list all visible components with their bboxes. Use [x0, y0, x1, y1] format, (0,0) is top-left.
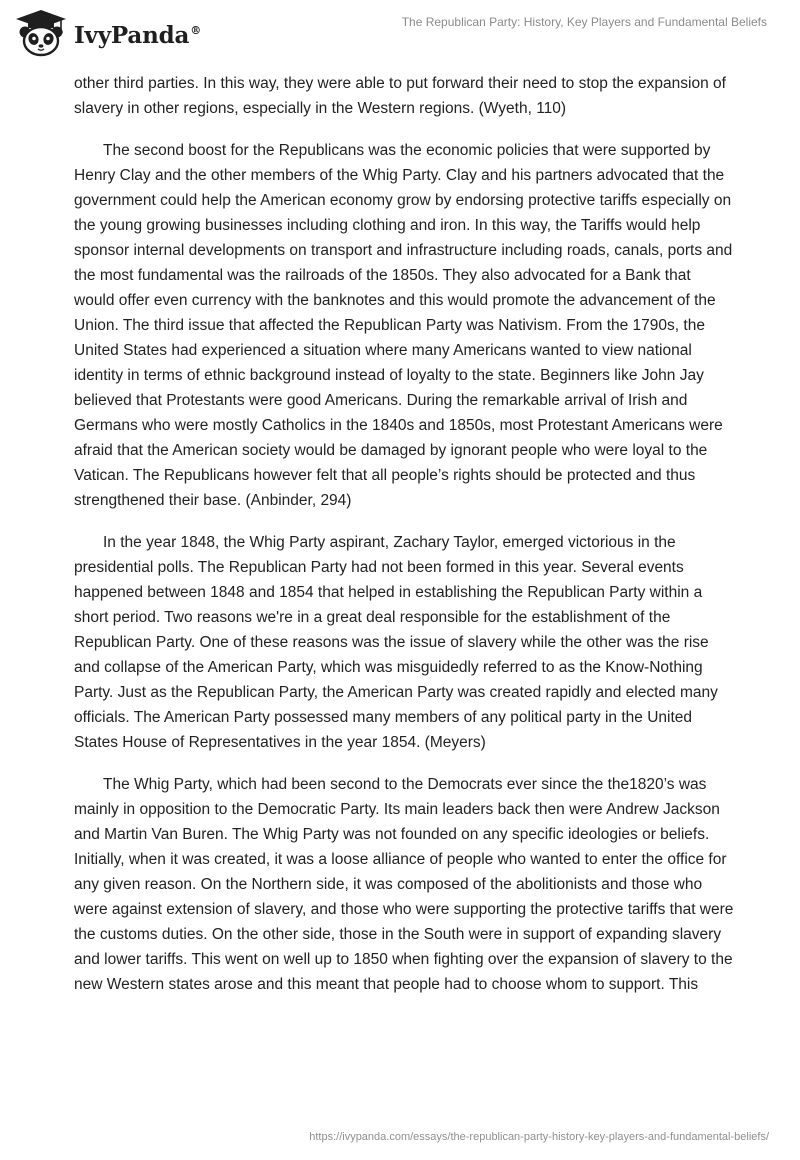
- panda-graduation-cap-icon: [14, 8, 68, 58]
- page-header: [0, 0, 800, 64]
- paragraph-2: The second boost for the Republicans was the economic policies that were supported by Henry Clay and the other members of the Whig Party. Clay and his partners advocated that the government could help the American economy grow by endorsing protective tariffs especially on the young growing businesses including clothing and iron. In this way, the Tariffs would help sponsor internal developments on transport and infrastructure including roads, canals, ports and the most fundamental was the railroads of the 1850s. They also advocated for a Bank that would offer even currency with the banknotes and this would promote the advancement of the Union. The third issue that affected the Republican Party was Nativism. From the 1790s, the United States had experienced a situation where many Americans wanted to view national identity in terms of ethnic background instead of loyalty to the state. Beginners like John Jay believed that Protestants were good Americans. During the remarkable arrival of Irish and Germans who were mostly Catholics in the 1840s and 1850s, most Protestant Americans were afraid that the American society would be damaged by ignorant people who were loyal to the Vatican. The Republicans however felt that all people’s rights should be protected and thus strengthened their base. (Anbinder, 294): [74, 142, 733, 509]
- document-title: The Republican Party: History, Key Players and Fundamental Beliefs: [401, 15, 767, 29]
- ivypanda-logo[interactable]: [14, 8, 201, 58]
- registered-mark: ®: [190, 23, 201, 37]
- essay-body: [74, 71, 734, 1014]
- paragraph-1: other third parties. In this way, they were able to put forward their need to stop the expansion of slavery in other regions, especially in the Western regions. (Wyeth, 110): [74, 75, 726, 117]
- logo-text: IvyPanda: [74, 21, 190, 49]
- paragraph-3: In the year 1848, the Whig Party aspirant, Zachary Taylor, emerged victorious in the presidential polls. The Republican Party had not been formed in this year. Several events happened between 1848 and 1854 that helped in establishing the Republican Party within a short period. Two reasons we're in a great deal responsible for the establishment of the Republican Party. One of these reasons was the issue of slavery while the other was the rise and collapse of the American Party, which was misguidedly referred to as the Know-Nothing Party. Just as the Republican Party, the American Party was created rapidly and elected many officials. The American Party possessed many members of any political party in the United States House of Representatives in the year 1854. (Meyers): [74, 534, 718, 751]
- logo-wordmark: [74, 22, 201, 49]
- paragraph-4: The Whig Party, which had been second to the Democrats ever since the the1820’s was mainly in opposition to the Democratic Party. Its main leaders back then were Andrew Jackson and Martin Van Buren. The Whig Party was not founded on any specific ideologies or beliefs. Initially, when it was created, it was a loose alliance of people who wanted to enter the office for any given reason. On the Northern side, it was composed of the abolitionists and those who were against extension of slavery, and those who were supporting the protective tariffs that were the customs duties. On the other side, those in the South were in support of expanding slavery and lower tariffs. This went on well up to 1850 when fighting over the expansion of slavery to the new Western states arose and this meant that people had to choose whom to support. This: [74, 776, 734, 993]
- source-url[interactable]: https://ivypanda.com/essays/the-republican-party-history-key-players-and-fundamental-beliefs/: [309, 1131, 769, 1143]
